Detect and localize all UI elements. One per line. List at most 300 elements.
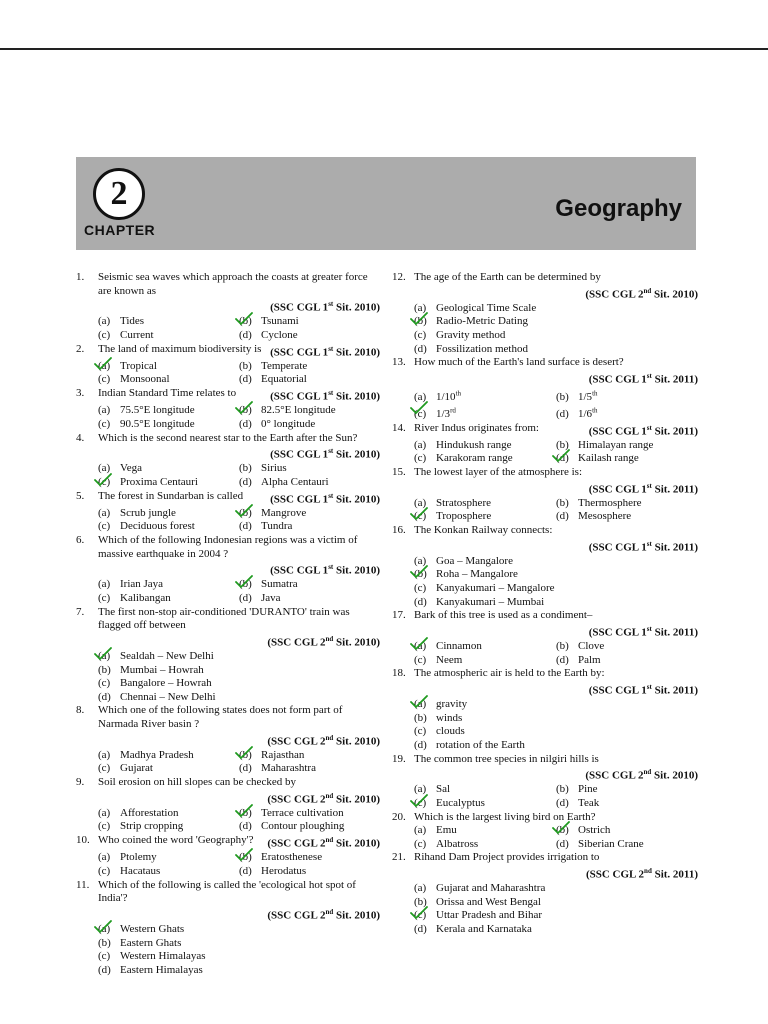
exam-source: (SSC CGL 2nd Sit. 2010) [585, 768, 698, 782]
answer-option [414, 315, 698, 329]
question-text: How much of the Earth's land surface is desert? [414, 356, 624, 369]
option-text: Tides [120, 315, 145, 328]
answer-option [556, 404, 698, 421]
question-stem [76, 490, 380, 507]
answer-options [392, 824, 698, 851]
answer-option [98, 937, 380, 951]
option-letter: (c) [98, 820, 111, 833]
answer-option [98, 807, 239, 821]
option-text: Java [261, 592, 281, 604]
answer-option [98, 373, 239, 387]
chapter-number: 2 [93, 168, 145, 220]
option-text: 1/3rd [436, 406, 456, 420]
question-number: 12. [392, 271, 406, 283]
answer-options [392, 698, 698, 752]
answer-option [98, 820, 239, 834]
option-text: Teak [578, 796, 600, 809]
answer-options [392, 302, 698, 356]
answer-option [239, 865, 380, 879]
option-text: Kailash range [578, 452, 639, 465]
option-text: Ostrich [578, 824, 611, 837]
answer-option [98, 462, 239, 476]
option-letter: (c) [98, 520, 111, 533]
question-stem [76, 343, 380, 360]
option-text: Vega [120, 462, 142, 475]
option-letter: (b) [239, 359, 252, 372]
option-text: Kanyakumari – Mangalore [436, 582, 555, 595]
option-text: Afforestation [120, 806, 179, 819]
answer-option [98, 762, 239, 776]
option-letter: (c) [414, 329, 427, 342]
answer-option [414, 596, 698, 610]
answer-option [414, 909, 698, 923]
option-text: Rajasthan [261, 748, 305, 761]
option-text: Roha – Mangalore [436, 568, 518, 581]
question-item [76, 704, 380, 776]
question-stem [392, 524, 698, 538]
question-item [392, 753, 698, 811]
option-letter: (d) [239, 373, 252, 386]
option-letter: (c) [98, 475, 111, 488]
question-text: Which is the second nearest star to the Earth after the Sun? [98, 431, 358, 444]
option-text: Contour ploughing [261, 820, 345, 833]
question-number: 11. [76, 878, 90, 891]
exam-source: (SSC CGL 1st Sit. 2011) [588, 481, 698, 496]
question-column-left [76, 271, 380, 977]
exam-source: (SSC CGL 2nd Sit. 2010) [267, 907, 380, 922]
exam-source: (SSC CGL 1st Sit. 2010) [270, 389, 380, 403]
option-text: Kanyakumari – Mumbai [436, 595, 545, 608]
answer-options [392, 783, 698, 810]
question-text: Which of the following is called the 'ecological hot spot of India'? [98, 878, 356, 905]
option-letter: (c) [414, 582, 427, 595]
question-number: 7. [76, 605, 85, 618]
option-letter: (a) [98, 851, 111, 864]
exam-source: (SSC CGL 1st Sit. 2011) [588, 682, 698, 697]
question-item [392, 356, 698, 421]
question-number: 18. [392, 667, 406, 680]
answer-option [98, 923, 380, 937]
option-text: Hacataus [120, 864, 161, 877]
question-stem [392, 811, 698, 825]
option-letter: (c) [98, 677, 111, 690]
option-letter: (d) [556, 510, 569, 523]
answer-option [239, 360, 380, 374]
option-letter: (a) [98, 578, 111, 591]
option-text: Tundra [261, 520, 293, 533]
answer-option [556, 797, 698, 811]
option-letter: (d) [414, 922, 427, 935]
question-item [76, 879, 380, 978]
question-stem [76, 387, 380, 404]
answer-option [239, 520, 380, 534]
option-letter: (b) [239, 578, 252, 591]
option-text: 1/6th [578, 406, 598, 420]
answer-option [556, 654, 698, 668]
exam-source: (SSC CGL 1st Sit. 2011) [588, 371, 698, 386]
option-text: Uttar Pradesh and Bihar [436, 909, 542, 922]
question-number: 17. [392, 609, 406, 622]
option-text: Eastern Himalayas [120, 963, 203, 976]
answer-option [239, 462, 380, 476]
answer-option [556, 387, 698, 404]
answer-option [414, 343, 698, 357]
option-letter: (d) [556, 796, 569, 809]
question-item [76, 534, 380, 606]
option-text: Siberian Crane [578, 837, 644, 850]
answer-option [239, 578, 380, 592]
answer-option [98, 592, 239, 606]
answer-option [239, 749, 380, 763]
option-letter: (c) [98, 762, 111, 775]
answer-option [414, 824, 556, 838]
answer-options [392, 640, 698, 667]
answer-options [76, 360, 380, 387]
option-letter: (d) [239, 820, 252, 833]
option-letter: (a) [98, 748, 111, 761]
exam-source: (SSC CGL 1st Sit. 2011) [588, 624, 698, 639]
option-letter: (a) [98, 404, 111, 417]
answer-option [239, 329, 380, 343]
question-stem [76, 776, 380, 790]
question-item [76, 271, 380, 343]
answer-option [556, 452, 698, 466]
answer-option [98, 404, 239, 418]
option-letter: (c) [414, 837, 427, 850]
answer-option [414, 712, 698, 726]
option-text: Irian Jaya [120, 578, 164, 591]
option-text: Western Ghats [120, 922, 185, 935]
question-item [76, 834, 380, 878]
answer-options [76, 807, 380, 834]
chapter-title: Geography [555, 195, 682, 222]
option-text: Western Himalayas [120, 950, 206, 963]
option-text: Bangalore – Howrah [120, 677, 212, 690]
answer-option [556, 497, 698, 511]
option-text: Goa – Mangalore [436, 554, 513, 567]
question-stem [76, 271, 380, 298]
question-stem [76, 606, 380, 633]
option-letter: (a) [414, 496, 427, 509]
option-letter: (b) [239, 462, 252, 475]
answer-option [556, 439, 698, 453]
option-letter: (a) [414, 824, 427, 837]
option-text: Radio-Metric Dating [436, 315, 528, 328]
option-letter: (b) [556, 640, 569, 653]
question-stem [392, 851, 698, 865]
option-text: Tropical [120, 359, 157, 372]
option-letter: (b) [239, 851, 252, 864]
question-text: Soil erosion on hill slopes can be checked by [98, 776, 296, 789]
answer-option [98, 578, 239, 592]
answer-option [239, 373, 380, 387]
answer-option [414, 497, 556, 511]
option-letter: (d) [556, 653, 569, 666]
answer-options [392, 497, 698, 524]
answer-option [98, 476, 239, 490]
option-text: Cinnamon [436, 640, 482, 653]
exam-source: (SSC CGL 2nd Sit. 2010) [267, 634, 380, 649]
option-text: Emu [436, 824, 457, 837]
option-letter: (d) [414, 342, 427, 355]
question-text: Bark of this tree is used as a condiment– [414, 609, 593, 622]
answer-options [76, 315, 380, 342]
question-number: 21. [392, 851, 406, 864]
question-item [392, 609, 698, 667]
option-text: Sirius [261, 462, 287, 475]
answer-option [556, 824, 698, 838]
question-text: Rihand Dam Project provides irrigation to [414, 851, 600, 864]
answer-option [239, 820, 380, 834]
answer-option [98, 865, 239, 879]
option-text: Chennai – New Delhi [120, 690, 216, 703]
question-item [76, 387, 380, 431]
question-number: 8. [76, 704, 85, 717]
option-text: Monsoonal [120, 373, 170, 386]
answer-option [414, 582, 698, 596]
exam-source: (SSC CGL 2nd Sit. 2010) [585, 286, 698, 301]
question-number: 6. [76, 533, 85, 546]
exam-source: (SSC CGL 2nd Sit. 2010) [267, 791, 380, 806]
question-number: 16. [392, 524, 406, 537]
answer-option [414, 302, 698, 316]
answer-options [392, 555, 698, 609]
question-text: The Konkan Railway connects: [414, 524, 553, 537]
answer-options [76, 851, 380, 878]
option-text: Eratosthenese [261, 851, 323, 864]
option-letter: (a) [98, 806, 111, 819]
answer-option [556, 783, 698, 797]
question-number: 5. [76, 489, 85, 502]
question-item [76, 606, 380, 705]
option-letter: (c) [414, 725, 427, 738]
answer-option [414, 725, 698, 739]
question-text: The atmospheric air is held to the Earth by: [414, 667, 605, 680]
option-letter: (d) [239, 417, 252, 430]
answer-option [239, 476, 380, 490]
option-text: Gujarat and Maharashtra [436, 882, 546, 895]
option-text: 90.5°E longitude [120, 417, 195, 430]
question-item [392, 271, 698, 356]
question-number: 14. [392, 421, 406, 434]
answer-option [556, 640, 698, 654]
option-text: Karakoram range [436, 452, 513, 465]
question-column-right [392, 271, 698, 937]
option-text: Gujarat [120, 762, 153, 775]
answer-option [98, 418, 239, 432]
option-letter: (b) [556, 496, 569, 509]
answer-option [98, 749, 239, 763]
answer-option [414, 739, 698, 753]
option-text: gravity [436, 698, 468, 711]
option-letter: (c) [414, 796, 427, 809]
answer-option [414, 568, 698, 582]
option-text: Stratosphere [436, 496, 491, 509]
answer-options [392, 882, 698, 936]
option-text: 1/5th [578, 389, 598, 403]
answer-option [414, 783, 556, 797]
option-letter: (c) [414, 909, 427, 922]
option-text: Maharashtra [261, 762, 316, 775]
option-letter: (b) [414, 895, 427, 908]
answer-options [76, 462, 380, 489]
option-letter: (d) [556, 407, 569, 420]
exam-source: (SSC CGL 1st Sit. 2011) [588, 423, 698, 438]
question-stem [392, 466, 698, 480]
option-letter: (b) [98, 663, 111, 676]
option-text: Cyclone [261, 329, 298, 342]
top-rule [0, 48, 768, 50]
answer-option [98, 950, 380, 964]
answer-option [239, 418, 380, 432]
option-text: Tsunami [261, 315, 299, 328]
answer-options [76, 404, 380, 431]
question-item [76, 490, 380, 534]
answer-option [239, 592, 380, 606]
option-letter: (c) [98, 592, 111, 604]
exam-source: (SSC CGL 2nd Sit. 2011) [585, 866, 698, 881]
question-stem [392, 753, 698, 767]
option-text: Terrace cultivation [261, 806, 344, 819]
option-text: Sealdah – New Delhi [120, 650, 214, 663]
question-text: Which of the following Indonesian regions was a victim of massive earthquake in 2004 ? [98, 533, 358, 560]
option-letter: (c) [414, 510, 427, 523]
exam-source: (SSC CGL 1st Sit. 2010) [270, 447, 380, 461]
question-stem [76, 432, 380, 446]
question-item [392, 422, 698, 466]
option-letter: (c) [98, 329, 111, 342]
option-text: clouds [436, 725, 465, 738]
option-text: Kalibangan [120, 592, 171, 604]
answer-option [414, 404, 556, 421]
option-text: Sumatra [261, 578, 298, 591]
option-letter: (b) [239, 315, 252, 328]
option-text: Eastern Ghats [120, 936, 182, 949]
option-text: Pine [578, 783, 598, 796]
question-text: Seismic sea waves which approach the coasts at greater force are known as [98, 271, 368, 297]
option-letter: (d) [239, 475, 252, 488]
option-letter: (a) [98, 315, 111, 328]
question-number: 10. [76, 834, 90, 847]
exam-source: (SSC CGL 1st Sit. 2010) [270, 563, 380, 577]
option-letter: (b) [556, 390, 569, 403]
question-stem [76, 879, 380, 906]
question-text: The lowest layer of the atmosphere is: [414, 466, 583, 478]
answer-option [98, 507, 239, 521]
answer-option [98, 691, 380, 705]
answer-option [414, 439, 556, 453]
option-text: Scrub jungle [120, 506, 176, 519]
option-letter: (c) [98, 950, 111, 963]
option-text: Eucalyptus [436, 796, 485, 809]
question-number: 1. [76, 271, 85, 283]
answer-option [98, 964, 380, 978]
answer-option [556, 510, 698, 524]
answer-option [98, 650, 380, 664]
option-letter: (b) [414, 568, 427, 581]
question-stem [392, 271, 698, 285]
option-text: Alpha Centauri [261, 475, 329, 488]
answer-option [556, 838, 698, 852]
question-item [392, 811, 698, 852]
option-letter: (d) [414, 738, 427, 751]
option-text: 1/10th [436, 389, 462, 403]
option-text: 75.5°E longitude [120, 404, 195, 417]
question-stem [392, 422, 698, 439]
option-text: winds [436, 711, 463, 724]
option-text: Equatorial [261, 373, 307, 386]
answer-option [414, 329, 698, 343]
option-text: Deciduous forest [120, 520, 195, 533]
question-number: 4. [76, 431, 85, 444]
answer-option [239, 507, 380, 521]
answer-options [76, 507, 380, 534]
option-letter: (a) [98, 462, 111, 475]
answer-option [98, 677, 380, 691]
exam-source: (SSC CGL 1st Sit. 2011) [588, 539, 698, 554]
option-text: 0° longitude [261, 417, 316, 430]
option-text: rotation of the Earth [436, 738, 525, 751]
question-stem [392, 667, 698, 681]
answer-option [239, 807, 380, 821]
option-text: Hindukush range [436, 438, 512, 451]
option-letter: (a) [414, 554, 427, 567]
question-stem [76, 534, 380, 561]
option-text: Palm [578, 653, 601, 666]
question-stem [76, 704, 380, 731]
question-item [76, 343, 380, 387]
option-text: Mumbai – Howrah [120, 663, 204, 676]
option-letter: (b) [98, 936, 111, 949]
chapter-label: CHAPTER [84, 222, 156, 238]
exam-source: (SSC CGL 2nd Sit. 2010) [267, 836, 380, 850]
option-letter: (d) [556, 452, 569, 465]
option-letter: (a) [414, 301, 427, 314]
option-text: Mangrove [261, 506, 307, 519]
answer-option [414, 510, 556, 524]
option-letter: (b) [239, 404, 252, 417]
question-number: 13. [392, 356, 406, 369]
option-letter: (a) [98, 650, 111, 663]
option-letter: (c) [414, 407, 427, 420]
answer-option [98, 329, 239, 343]
question-text: Indian Standard Time relates to (SSC CGL 1st Sit. 2010) [98, 387, 380, 403]
option-letter: (a) [414, 640, 427, 653]
option-letter: (d) [98, 963, 111, 976]
answer-option [414, 640, 556, 654]
answer-options [76, 749, 380, 776]
option-letter: (b) [556, 438, 569, 451]
answer-option [414, 654, 556, 668]
option-text: Kerala and Karnataka [436, 922, 532, 935]
question-item [392, 667, 698, 752]
option-letter: (d) [239, 592, 252, 604]
answer-option [98, 520, 239, 534]
option-letter: (b) [414, 315, 427, 328]
option-letter: (c) [98, 864, 111, 877]
exam-source: (SSC CGL 1st Sit. 2010) [270, 491, 380, 506]
answer-options [76, 923, 380, 977]
question-text: Which one of the following states does not form part of Narmada River basin ? [98, 704, 343, 730]
question-stem [392, 609, 698, 623]
answer-option [98, 315, 239, 329]
option-letter: (d) [556, 837, 569, 850]
answer-option [239, 404, 380, 418]
option-letter: (d) [98, 690, 111, 703]
answer-option [414, 923, 698, 937]
question-number: 2. [76, 342, 85, 355]
answer-option [239, 315, 380, 329]
